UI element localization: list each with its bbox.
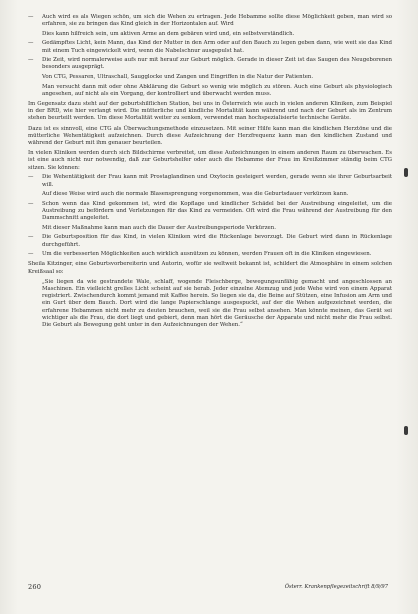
block-quote: „Sie liegen da wie gestrandete Wale, schlaff, wogende Fleischberge, bewegungsunfähig gemacht und angeschlossen an Maschinen. Ein vielleicht grelles Licht scheint auf sie herab. Jeder einzelne Atemzug und jede Wehe wird von einem Apparat registriert. Zwischendurch kommt jemand mit Kaffee herein. So liegen sie da, die Beine auf Stützen, eine Infusion am Arm und ein Gurt über dem Bauch. Dort wird die lange Papierschlange ausgespuckt, auf der die Wehen aufgezeichnet werden, die erfahrene Hebammen nicht mehr zu deuten brauchen, weil sie die Frau selbst ansehen. Man könnte meinen, das Gerät sei wichtiger als die Frau, die dort liegt und gebiert, denn man hört die Geräusche der Apparate und nicht mehr die Frau selbst. Die Geburt als Bewegung geht unter in den Aufzeichnungen der Wehen.“: [42, 278, 392, 329]
paragraph: Dazu ist es sinnvoll, eine CTG als Überwachungsmethode einzusetzen. Mit seiner Hilfe kann man die kindlichen Herztöne und die mütterliche Wehentätigkeit aufzeichnen. Durch diese Aufzeichnung der Herzfrequenz kann man den kindlichen Zustand und während der Geburt mit ihm genauer beurteilen.: [28, 125, 392, 146]
indented-paragraph: Von CTG, Pessaren, Ultraschall, Saugglocke und Zangen und Eingriffen in die Natur der Patienten.: [42, 73, 314, 80]
margin-mark-bottom: [404, 426, 408, 435]
indented-paragraph: Mit dieser Maßnahme kann man auch die Dauer der Austreibungsperiode Verkürzen.: [42, 224, 276, 231]
article-body: [28, 14, 392, 329]
bullet-item: — Schon wenn das Kind gekommen ist, wird die Kopflage und kindlicher Schädel bei der Austreibung eingeleitet, um die Austreibung zu befördern und Verletzungen für das Kind zu vermeiden. Oft wird die Frau während der Austreibung für den Dammschnitt angeleitet.: [28, 201, 392, 223]
indented-paragraph: Dies kann hilfreich sein, um aktiven Arme an dem gebären wird und, ein selbstverständlich.: [42, 30, 295, 37]
page-number: 260: [28, 583, 42, 591]
paragraph: Im Gegensatz dazu steht auf der geburtshilflichen Station, bei uns in Österreich wie auch in vielen anderen Kliniken, zum Beispiel in der BRD, wie hier verlangt wird. Die mütterliche und kindliche Mortalität kann während und nach der Geburt als im Zentrum stehen beurteilt werden. Um diese Mortalität weiter zu senken, verwendet man hochspezialisierte technische Geräte.: [28, 100, 392, 122]
bullet-item: — Die Wehentätigkeit der Frau kann mit Prostaglandinen und Oxytocin gesteigert werden, gerade wenn sie ihrer Geburtsarbeit will.: [28, 174, 392, 188]
paragraph: Sheila Kitzinger, eine Geburtsvorbereiterin und Autorin, wofür sie weltweit bekannt ist, schildert die Atmosphäre in einem solchen Kreißsaal so:: [28, 261, 392, 275]
paragraph: In vielen Kliniken werden durch sich Bildschirme verbreitet, um diese Aufzeichnungen in einem anderen Raum zu überwachen. Es ist eine auch nicht nur notwendig, daß zur Geburtshelfer oder auch die Hebamme der Frau im Kreißzimmer ständig beim CTG sitzen. Sie können:: [28, 150, 392, 171]
bullet-item: — Die Zeit, wird normalerweise aufs nur mit herauf zur Geburt möglich. Gerade in dieser Zeit ist das Saugen des Neugeborenen besonders ausgeprägt.: [28, 57, 392, 71]
bullet-item: — Um die verbesserten Möglichkeiten auch wirklich ausnützen zu können, werden Frauen oft in die Kliniken eingewiesen.: [28, 251, 392, 258]
indented-paragraph: Auf diese Weise wird auch die normale Blasensprengung vorgenommen, was die Geburtsdauer verkürzen kann.: [42, 191, 349, 198]
bullet-item: — Gedämpftes Licht, kein Mann, das Kind der Mutter in den Arm oder auf den Bauch zu legen geben dann, wie weit sie das Kind mit einem Tuch eingewickelt wird, wenn die Nabelschnur ausgepulst hat.: [28, 40, 392, 54]
journal-reference: Österr. Krankenpflegezeitschrift 8/9/97: [284, 584, 388, 590]
margin-mark-top: [404, 168, 408, 177]
indented-paragraph: Man versucht dann mit oder ohne Abklärung die Geburt so wenig wie möglich zu stören. Auch eine Geburt als physiologisch angesehen, auf nicht als ein Vorgang, der kontrolliert und überwacht werden muss.: [42, 83, 392, 97]
bullet-item: — Die Geburtsposition für das Kind, in vielen Kliniken wird die Rückenlage bevorzugt. Die Geburt wird dann in Rückenlage durchgeführt.: [28, 234, 392, 248]
bullet-item: — Auch wird es als Wiegen schön, um sich die Wehen zu ertragen. Jede Hebamme sollte diese Möglichkeit geben, man wird so erfahren, sie zu bringen das Kind gleich in der Horizontalen auf. Wird: [28, 14, 392, 28]
